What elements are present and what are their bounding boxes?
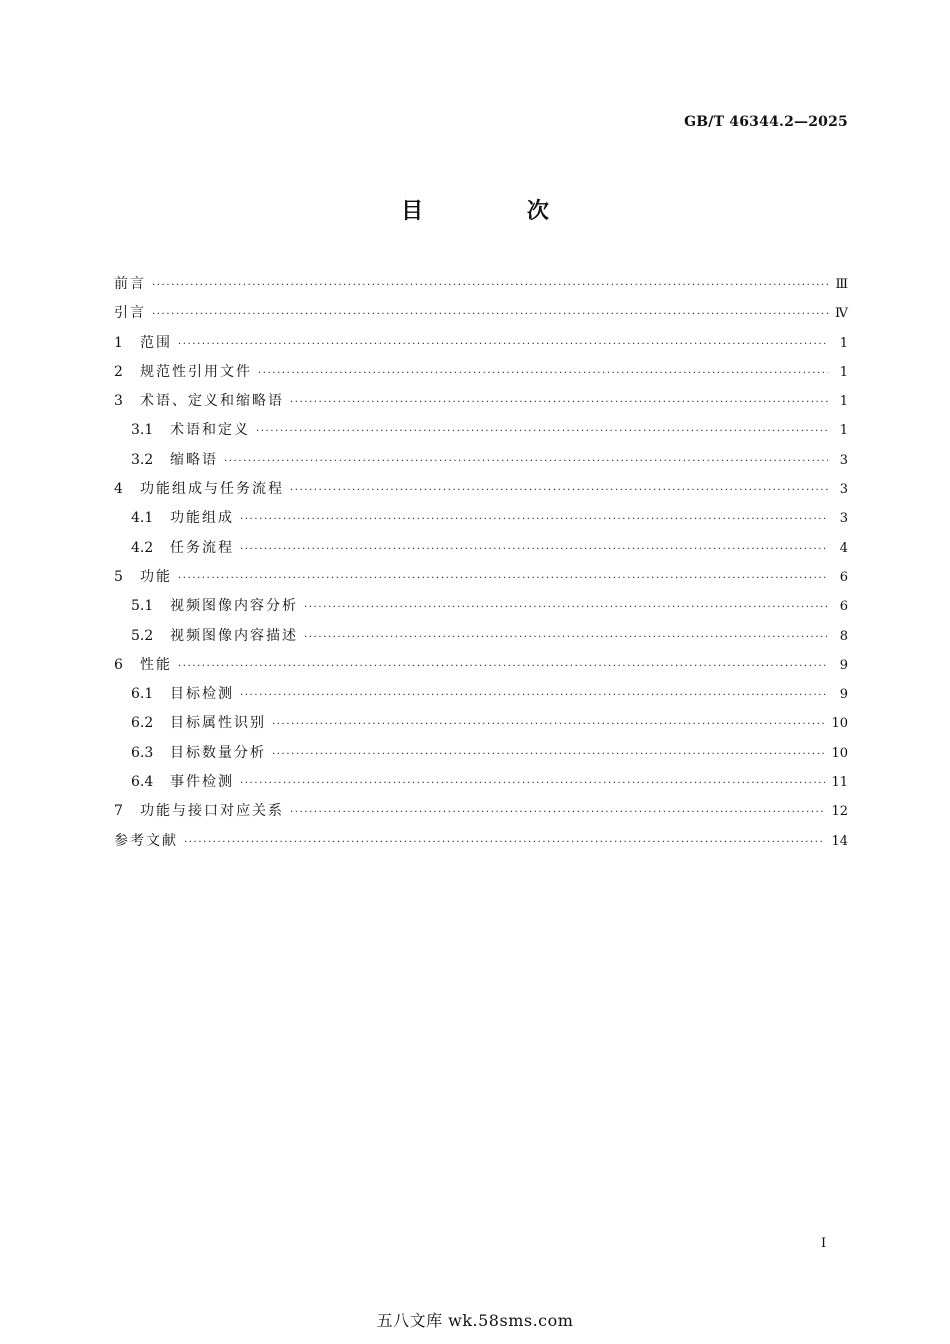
page-number: I bbox=[821, 1236, 827, 1251]
toc-entry[interactable] bbox=[114, 592, 848, 621]
toc-entry[interactable] bbox=[114, 563, 848, 592]
toc-entry-label: 视频图像内容分析 bbox=[170, 598, 298, 615]
toc-entry-label: 目标数量分析 bbox=[170, 744, 266, 761]
toc-entry-label: 事件检测 bbox=[170, 774, 234, 791]
toc-entry-label: 术语和定义 bbox=[170, 422, 250, 439]
toc-entry-number: 6.4 bbox=[131, 774, 154, 791]
toc-entry[interactable] bbox=[114, 270, 848, 299]
toc-dot-leader bbox=[240, 769, 825, 798]
watermark-text: 五八文库 wk.58sms.com bbox=[376, 1311, 574, 1330]
toc-entry-page: 6 bbox=[839, 569, 848, 585]
toc-dot-leader bbox=[178, 652, 828, 681]
toc-entry[interactable] bbox=[114, 797, 848, 826]
toc-entry-number: 3.2 bbox=[131, 451, 154, 468]
toc-dot-leader bbox=[290, 388, 828, 417]
toc-dot-leader bbox=[290, 798, 825, 827]
toc-entry-label: 任务流程 bbox=[170, 539, 234, 556]
toc-entry-page: 10 bbox=[831, 716, 848, 732]
toc-entry[interactable] bbox=[114, 534, 848, 563]
toc-dot-leader bbox=[178, 564, 828, 593]
toc-entry-page: 11 bbox=[831, 775, 848, 791]
toc-entry-label: 功能 bbox=[140, 568, 172, 585]
toc-entry-page: 1 bbox=[839, 364, 848, 380]
toc-entry[interactable] bbox=[114, 475, 848, 504]
toc-entry-number: 4.1 bbox=[131, 510, 154, 527]
toc-dot-leader bbox=[272, 740, 825, 769]
toc-entry[interactable] bbox=[114, 622, 848, 651]
toc-entry[interactable] bbox=[114, 680, 848, 709]
toc-entry-number: 5.1 bbox=[131, 598, 154, 615]
toc-entry-number: 6.2 bbox=[131, 715, 154, 732]
toc-entry-number: 6.1 bbox=[131, 686, 154, 703]
toc-entry[interactable] bbox=[114, 739, 848, 768]
toc-entry-label: 性能 bbox=[140, 656, 172, 673]
toc-entry-label: 规范性引用文件 bbox=[140, 363, 252, 380]
toc-dot-leader bbox=[224, 447, 828, 476]
toc-entry-page: 9 bbox=[839, 657, 848, 673]
toc-entry-label: 视频图像内容描述 bbox=[170, 627, 298, 644]
toc-entry-page: Ⅲ bbox=[835, 277, 848, 292]
toc-entry-page: 4 bbox=[839, 540, 848, 556]
toc-entry-number: 7 bbox=[114, 803, 123, 820]
toc-dot-leader bbox=[184, 828, 825, 857]
toc-entry-page: 3 bbox=[839, 482, 848, 498]
toc-title: 目 次 bbox=[401, 199, 597, 224]
toc-entry[interactable] bbox=[114, 416, 848, 445]
toc-entry-number: 5.2 bbox=[131, 627, 154, 644]
toc-entry-label: 范围 bbox=[140, 334, 172, 351]
toc-entry-number: 3.1 bbox=[131, 422, 154, 439]
toc-dot-leader bbox=[240, 505, 828, 534]
toc-entry-page: 3 bbox=[839, 511, 848, 527]
toc-dot-leader bbox=[304, 593, 828, 622]
toc-entry[interactable] bbox=[114, 358, 848, 387]
toc-entry-number: 6.3 bbox=[131, 744, 154, 761]
toc-entry-label: 目标检测 bbox=[170, 686, 234, 703]
toc-entry-label: 功能与接口对应关系 bbox=[140, 803, 284, 820]
toc-entry[interactable] bbox=[114, 299, 848, 328]
toc-entry[interactable] bbox=[114, 504, 848, 533]
toc-entry-number: 6 bbox=[114, 656, 123, 673]
toc-entry-page: 1 bbox=[839, 394, 848, 410]
toc-entry[interactable] bbox=[114, 446, 848, 475]
standard-code: GB/T 46344.2—2025 bbox=[684, 114, 848, 130]
toc-dot-leader bbox=[178, 330, 828, 359]
toc-entry-label: 目标属性识别 bbox=[170, 715, 266, 732]
toc-entry-label: 引言 bbox=[114, 305, 146, 322]
toc-entry-page: 12 bbox=[831, 804, 848, 820]
toc-entry-page: 8 bbox=[839, 628, 848, 644]
toc-entry-number: 2 bbox=[114, 363, 123, 380]
toc-entry[interactable] bbox=[114, 329, 848, 358]
toc-entry[interactable] bbox=[114, 387, 848, 416]
toc-entry-page: 6 bbox=[839, 599, 848, 615]
toc-entry-label: 参考文献 bbox=[114, 832, 178, 849]
toc-dot-leader bbox=[152, 271, 828, 300]
toc-entry-number: 4.2 bbox=[131, 539, 154, 556]
toc-entry-label: 术语、定义和缩略语 bbox=[140, 393, 284, 410]
toc-entry-number: 3 bbox=[114, 393, 123, 410]
toc-entry[interactable] bbox=[114, 709, 848, 738]
table-of-contents bbox=[114, 270, 848, 856]
toc-entry-number: 1 bbox=[114, 334, 123, 351]
toc-entry[interactable] bbox=[114, 827, 848, 856]
toc-entry-page: Ⅳ bbox=[835, 306, 848, 322]
toc-dot-leader bbox=[240, 535, 828, 564]
toc-entry-page: 1 bbox=[839, 423, 848, 439]
toc-entry-label: 功能组成 bbox=[170, 510, 234, 527]
toc-entry-number: 5 bbox=[114, 568, 123, 585]
toc-entry-number: 4 bbox=[114, 481, 123, 498]
toc-entry-label: 功能组成与任务流程 bbox=[140, 481, 284, 498]
toc-entry-page: 3 bbox=[839, 452, 848, 468]
toc-dot-leader bbox=[152, 300, 828, 329]
toc-dot-leader bbox=[272, 710, 825, 739]
toc-dot-leader bbox=[240, 681, 828, 710]
toc-entry-page: 9 bbox=[839, 687, 848, 703]
toc-entry-label: 缩略语 bbox=[170, 451, 218, 468]
toc-dot-leader bbox=[258, 359, 828, 388]
toc-entry-page: 1 bbox=[839, 335, 848, 351]
toc-entry-page: 10 bbox=[831, 745, 848, 761]
toc-entry[interactable] bbox=[114, 651, 848, 680]
toc-entry-label: 前言 bbox=[114, 276, 146, 292]
toc-dot-leader bbox=[304, 623, 828, 652]
toc-entry-page: 14 bbox=[831, 833, 848, 849]
toc-entry[interactable] bbox=[114, 768, 848, 797]
toc-dot-leader bbox=[290, 476, 828, 505]
toc-dot-leader bbox=[256, 417, 828, 446]
